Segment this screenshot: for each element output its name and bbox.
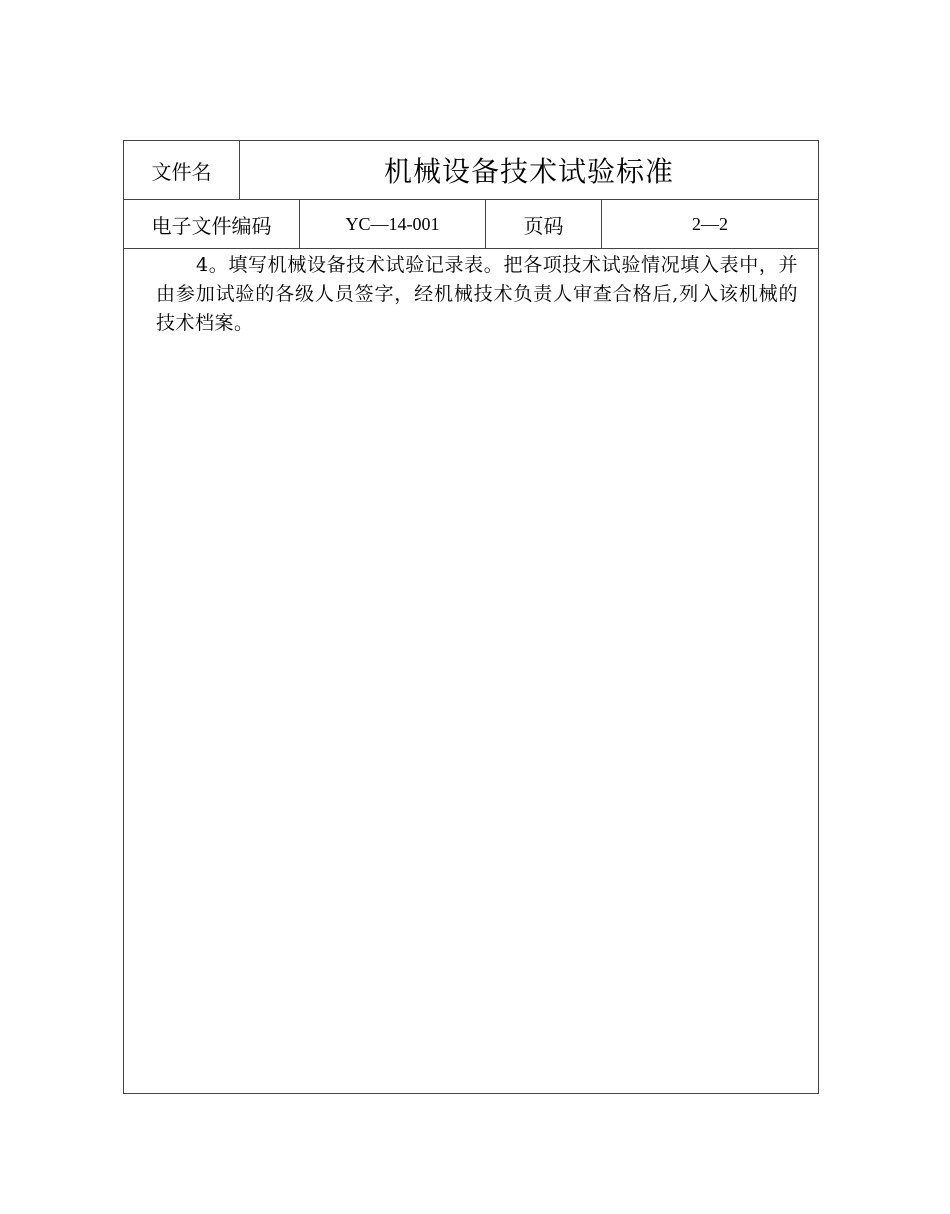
file-code-value: YC—14-001 xyxy=(300,200,486,248)
page-number-label: 页码 xyxy=(486,200,602,248)
page-number-value: 2—2 xyxy=(692,213,728,234)
body-paragraph: 4。填写机械设备技术试验记录表。把各项技术试验情况填入表中，并由参加试验的各级人员签字，经机械技术负责人审查合格后,列入该机械的技术档案。 xyxy=(156,254,798,334)
meta-row xyxy=(124,200,818,249)
file-code-label: 电子文件编码 xyxy=(124,200,300,248)
document-form-table xyxy=(123,140,819,1094)
document-title: 机械设备技术试验标准 xyxy=(383,155,674,188)
title-row xyxy=(124,141,818,200)
file-name-label: 文件名 xyxy=(124,141,240,199)
